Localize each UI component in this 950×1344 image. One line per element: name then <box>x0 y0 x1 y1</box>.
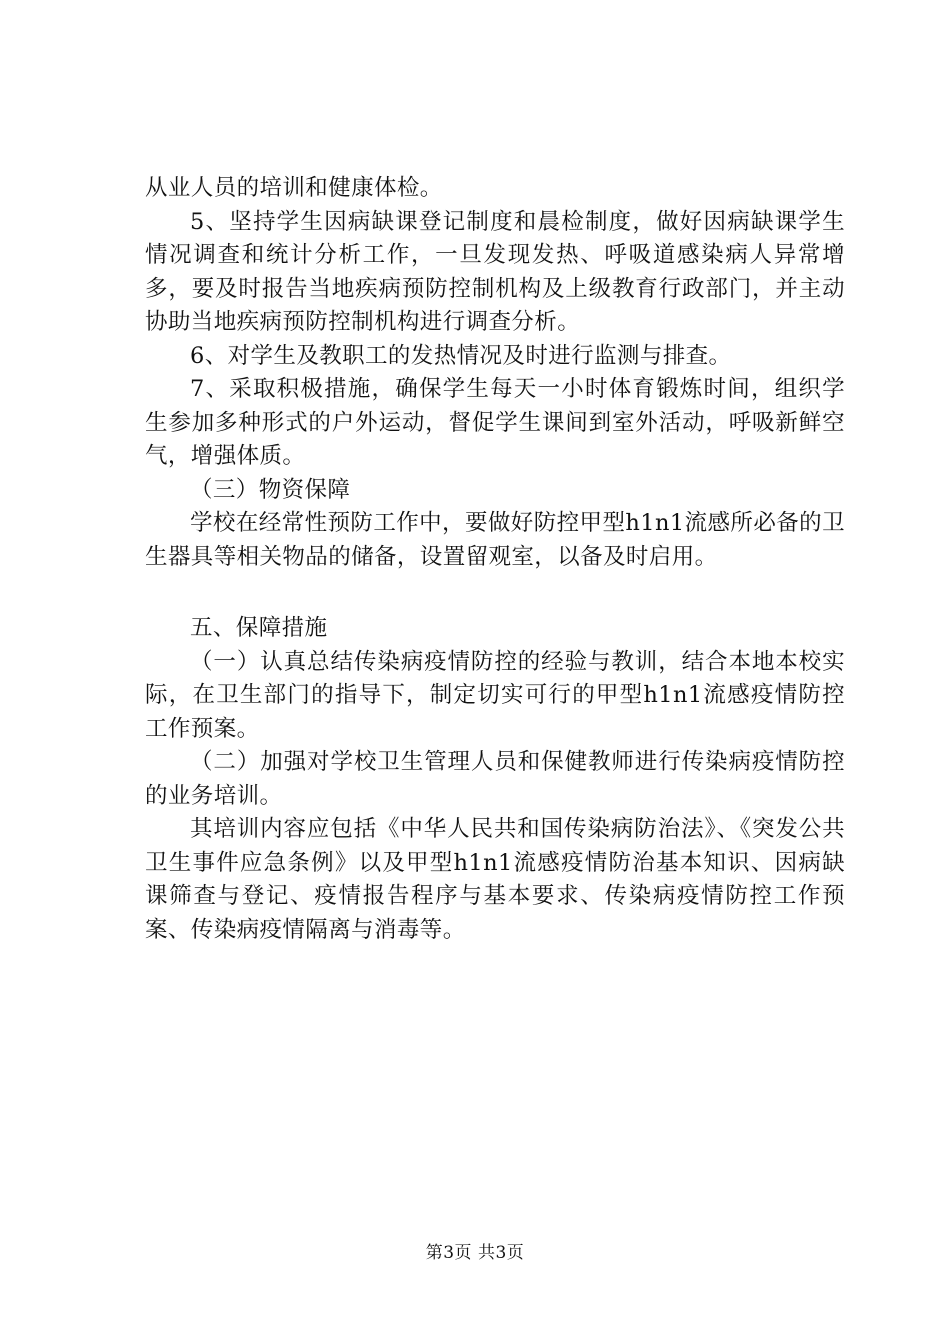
page-number-footer: 第3页 共3页 <box>425 1243 525 1263</box>
section-gap <box>145 574 845 612</box>
paragraph-item-6: 6、对学生及教职工的发热情况及时进行监测与排查。 <box>190 342 732 369</box>
section-heading-safeguards: 五、保障措施 <box>190 615 328 641</box>
paragraph-safeguard-1: （一）认真总结传染病疫情防控的经验与教训，结合本地本校实际，在卫生部门的指导下，制定切实可行的甲型h1n1流感疫情防控工作预案。 <box>145 648 845 742</box>
paragraph-training-content: 其培训内容应包括《中华人民共和国传染病防治法》、《突发公共卫生事件应急条例》以及甲型h1n1流感疫情防治基本知识、因病缺课筛查与登记、疫情报告程序与基本要求、传染病疫情防控工作预案、传染病疫情隔离与消毒等。 <box>145 816 845 943</box>
paragraph-safeguard-2: （二）加强对学校卫生管理人员和保健教师进行传染病疫情防控的业务培训。 <box>145 749 845 809</box>
paragraph-continuation: 从业人员的培训和健康体检。 <box>145 175 443 201</box>
paragraph-item-5: 5、坚持学生因病缺课登记制度和晨检制度，做好因病缺课学生情况调查和统计分析工作，一旦发现发热、呼吸道感染病人异常增多，要及时报告当地疾病预防控制机构及上级教育行政部门，并主动协助当地疾病预防控制机构进行调查分析。 <box>145 208 845 335</box>
subheading-material-support: （三）物资保障 <box>190 476 351 503</box>
paragraph-item-7: 7、采取积极措施，确保学生每天一小时体育锻炼时间，组织学生参加多种形式的户外运动，督促学生课间到室外活动，呼吸新鲜空气，增强体质。 <box>145 376 845 469</box>
document-body <box>145 172 845 947</box>
paragraph-material-support: 学校在经常性预防工作中，要做好防控甲型h1n1流感所必备的卫生器具等相关物品的储备，设置留观室，以备及时启用。 <box>145 510 845 570</box>
